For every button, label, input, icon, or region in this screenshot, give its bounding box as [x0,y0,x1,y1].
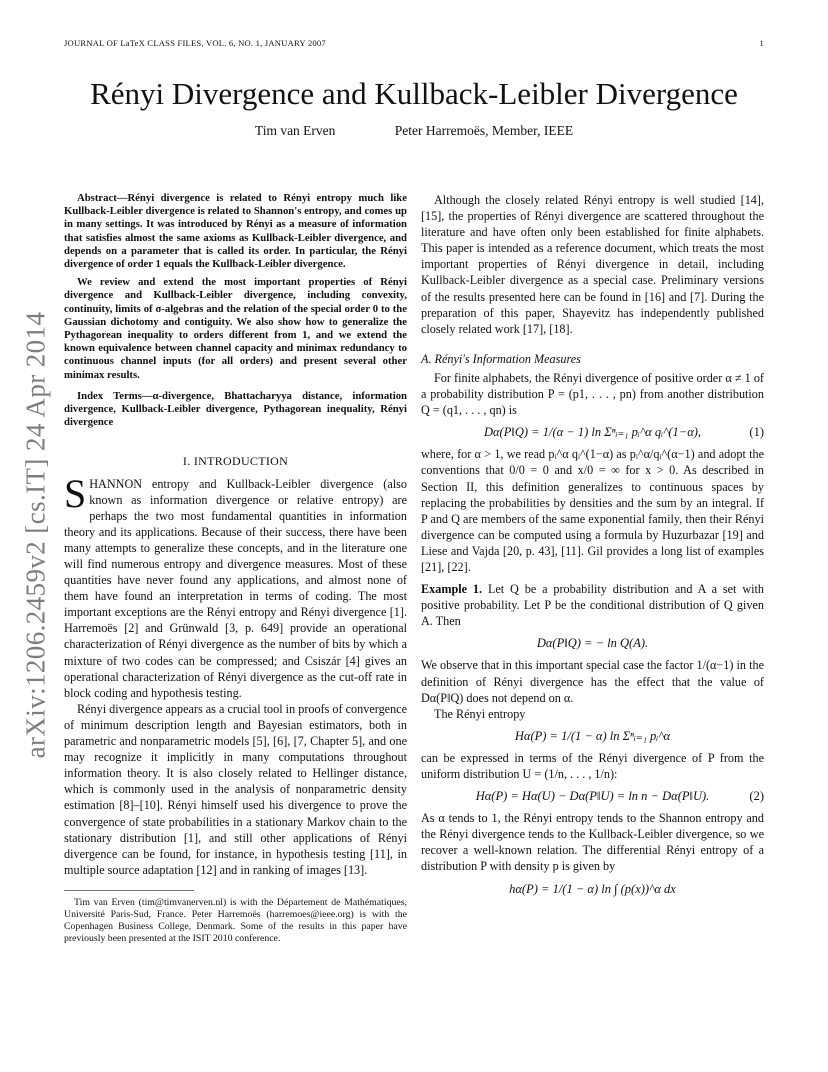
arxiv-stamp [20,300,52,770]
abstract-paragraph-2: We review and extend the most important properties of Rényi divergence and Kullback-Leibler divergence, including convexity, continuity, limits of σ-algebras and the relation of the special order 0 to the Gaussian dichotomy and contiguity. We also show how to generalize the Pythagorean inequality to orders different from 1, and we extend the known equivalence between channel capacity and minimax redundancy to continuous channel inputs (for all orders) and present several other minimax results. [64,276,407,381]
index-terms: Index Terms—α-divergence, Bhattacharyya distance, information divergence, Kullback-Leibler divergence, Pythagorean inequality, Rényi divergence [64,389,407,429]
right-paragraph-7: As α tends to 1, the Rényi entropy tends to the Shannon entropy and the Rényi divergence tends to the Kullback-Leibler divergence, so we recover a well-known relation. The differential Rényi entropy of a distribution P with density p is given by [421,811,764,874]
right-paragraph-2: For finite alphabets, the Rényi divergence of positive order α ≠ 1 of a probability distribution P = (p1, . . . , pn) from another distribution Q = (q1, . . . , qn) is [421,370,764,418]
footnote-text: Tim van Erven (tim@timvanerven.nl) is with the Département de Mathématiques, Université Paris-Sud, France. Peter Harremoës (harremoes@ieee.org) is with the Copenhagen Business College, Denmark. Some of the results in this paper have previously been presented at the ISIT 2010 conference. [64,896,407,944]
equation-2-body: Hα(P) = Hα(U) − Dα(P‖U) = ln n − Dα(P‖U). [475,789,710,804]
equation-example-1: Dα(P‖Q) = − ln Q(A). [536,636,649,651]
equation-renyi-entropy: Hα(P) = 1/(1 − α) ln Σⁿᵢ₌₁ pᵢ^α [514,728,671,743]
equation-1-number: (1) [749,425,764,440]
right-paragraph-4: We observe that in this important special case the factor 1/(α−1) in the definition of Rényi divergence has the effect that the value of Dα(P‖Q) does not depend on α. [421,658,764,705]
author-list [0,123,828,139]
drop-cap: S [64,470,87,516]
arxiv-identifier: arXiv:1206.2459v2 [cs.IT] 24 Apr 2014 [20,311,51,759]
author-footnote [64,890,407,945]
journal-name: JOURNAL OF LaTeX CLASS FILES, VOL. 6, NO. 1, JANUARY 2007 [64,38,326,48]
paper-title: Rényi Divergence and Kullback-Leibler Divergence [90,76,738,111]
running-header [64,38,764,48]
right-paragraph-1: Although the closely related Rényi entropy is well studied [14], [15], the properties of Rényi divergence are scattered throughout the literature and have often only been established for finite alphabets. This paper is intended as a reference document, which treats the most important properties of Rényi divergence in detail, including Kullback-Leibler divergence as a special case. Preliminary versions of the results presented here can be found in [16] and [7]. During the preparation of this paper, Shayevitz has independently published closely related work [17], [18]. [421,193,764,336]
equation-2 [421,788,764,804]
intro-paragraph-1 [64,470,407,701]
intro-paragraph-1-text: HANNON entropy and Kullback-Leibler divergence (also known as information divergence or relative entropy) are perhaps the two most fundamental quantities in information theory and its applications. Because of their success, there have been many attempts to generalize these concepts, and in the literature one will find numerous entropy and divergence measures. Most of these quantities have never found any applications, and almost none of them have found an interpretation in terms of coding. The most important exceptions are the Rényi entropy and Rényi divergence [1]. Harremoës [2] and Grünwald [3, p. 649] provide an operational characterization of Rényi divergence as the number of bits by which a mixture of two codes can be compressed; and Csiszár [4] gives an operational characterization of Rényi divergence as the cut-off rate in block coding and hypothesis testing. [64,476,407,700]
abstract-paragraph-1: Abstract—Rényi divergence is related to Rényi entropy much like Kullback-Leibler divergence is related to Shannon's entropy, and comes up in many settings. It was introduced by Rényi as a measure of information that satisfies almost the same axioms as Kullback-Leibler divergence, and depends on a parameter that is called its order. In particular, the Rényi divergence of order 1 equals the Kullback-Leibler divergence. [64,192,407,271]
right-column [421,192,764,903]
section-heading-introduction: I. INTRODUCTION [182,454,289,469]
equation-1-body: Dα(P‖Q) = 1/(α − 1) ln Σⁿᵢ₌₁ pᵢ^α qᵢ^(1−α), [483,425,702,440]
author-1: Tim van Erven [254,123,336,138]
example-1-text: Let Q be a probability distribution and A a set with positive probability. Let P be the conditional distribution of Q given A. Then [421,582,764,629]
example-1-label: Example 1. [421,582,483,597]
left-column [64,192,407,945]
right-paragraph-3: where, for α > 1, we read pᵢ^α qᵢ^(1−α) as pᵢ^α/qᵢ^(α−1) and adopt the conventions that 0/0 = 0 and x/0 = ∞ for x > 0. As described in Section II, this definition generalizes to continuous spaces by replacing the probabilities by densities and the sum by an integral. If P and Q are members of the same exponential family, then their Rényi divergence can be computed using a formula by Huzurbazar [19] and Liese and Vajda [20, p. 43], [11]. Gil provides a long list of examples [21], [22]. [421,447,764,574]
author-2: Peter Harremoës, Member, IEEE [394,123,574,138]
equation-2-number: (2) [749,789,764,804]
page-number: 1 [759,38,764,48]
example-1 [421,581,764,629]
right-paragraph-6: can be expressed in terms of the Rényi divergence of P from the uniform distribution U = (1/n, . . . , 1/n): [421,750,764,781]
right-paragraph-5: The Rényi entropy [434,706,526,721]
subsection-heading: A. Rényi's Information Measures [421,351,581,366]
equation-differential-entropy: hα(P) = 1/(1 − α) ln ∫ (p(x))^α dx [509,881,676,896]
intro-paragraph-2: Rényi divergence appears as a crucial tool in proofs of convergence of minimum description length and Bayesian estimators, both in parametric and nonparametric models [5], [6], [7, Chapter 5], and one may recognize it implicitly in many computations throughout information theory. It is also closely related to Hellinger distance, which is commonly used in the analysis of nonparametric density estimation [8]–[10]. Rényi himself used his divergence to prove the convergence of state probabilities in a stationary Markov chain to the stationary distribution [1], and still other applications of Rényi divergence can be found, for instance, in hypothesis testing [11], in multiple source adaptation [12] and in ranking of images [13]. [64,701,407,877]
equation-1 [421,424,764,440]
abstract-block [64,192,407,429]
